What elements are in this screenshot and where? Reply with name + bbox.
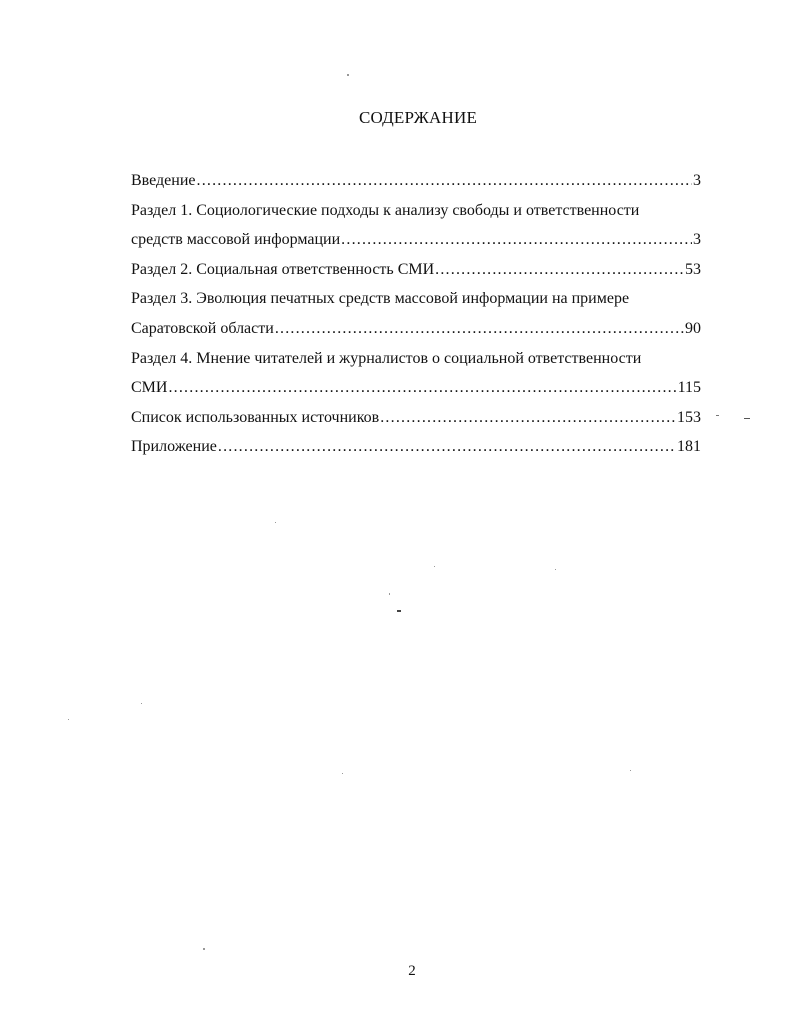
scan-speck <box>630 770 631 771</box>
toc-entry-page: 115 <box>677 379 701 397</box>
toc-entry-references <box>131 403 701 433</box>
scan-speck <box>389 593 390 595</box>
toc-entry-section-3 <box>131 284 701 343</box>
toc-entry-appendix <box>131 432 701 462</box>
scan-speck <box>141 703 142 704</box>
toc-entry-section-2 <box>131 255 701 285</box>
toc-entry-title-line1: Раздел 4. Мнение читателей и журналистов о социальной ответственности <box>131 349 642 367</box>
table-of-contents <box>131 166 701 462</box>
toc-entry-title: Приложение <box>131 438 217 456</box>
toc-entry-title-line1: Раздел 1. Социологические подходы к анализу свободы и ответственности <box>131 201 640 219</box>
toc-entry-page: 3 <box>693 231 701 249</box>
toc-entry-introduction <box>131 166 701 196</box>
toc-entry-section-4 <box>131 344 701 403</box>
page-number: 2 <box>408 963 416 979</box>
toc-entry-section-1 <box>131 196 701 255</box>
scan-speck <box>716 415 719 416</box>
toc-entry-page: 153 <box>677 408 701 426</box>
toc-entry-page: 53 <box>685 260 701 278</box>
toc-entry-title-line2: средств массовой информации <box>131 231 341 249</box>
toc-dot-leader <box>435 255 684 285</box>
scan-speck <box>342 773 343 774</box>
toc-entry-title: Раздел 2. Социальная ответственность СМИ <box>131 260 435 278</box>
toc-entry-title-line2: СМИ <box>131 379 168 397</box>
toc-dot-leader <box>168 373 676 403</box>
toc-dot-leader <box>380 403 676 433</box>
scan-speck <box>275 522 276 523</box>
toc-entry-title-line1: Раздел 3. Эволюция печатных средств массовой информации на примере <box>131 290 630 308</box>
scan-speck <box>555 569 556 570</box>
toc-dot-leader <box>341 225 692 255</box>
toc-dot-leader <box>218 432 676 462</box>
page-title: СОДЕРЖАНИЕ <box>358 108 478 127</box>
toc-dot-leader <box>275 314 684 344</box>
toc-entry-page: 181 <box>677 438 701 456</box>
toc-entry-title: Введение <box>131 172 196 189</box>
toc-entry-page: 3 <box>693 172 701 189</box>
scan-speck <box>68 719 69 720</box>
scan-speck <box>397 610 401 612</box>
scan-speck <box>744 418 750 419</box>
scan-speck <box>347 74 349 76</box>
toc-entry-title: Список использованных источников <box>131 408 380 426</box>
toc-entry-page: 90 <box>685 319 701 337</box>
toc-dot-leader <box>197 166 693 196</box>
scan-speck <box>434 566 435 567</box>
scan-speck <box>203 948 205 950</box>
toc-entry-title-line2: Саратовской области <box>131 319 274 337</box>
